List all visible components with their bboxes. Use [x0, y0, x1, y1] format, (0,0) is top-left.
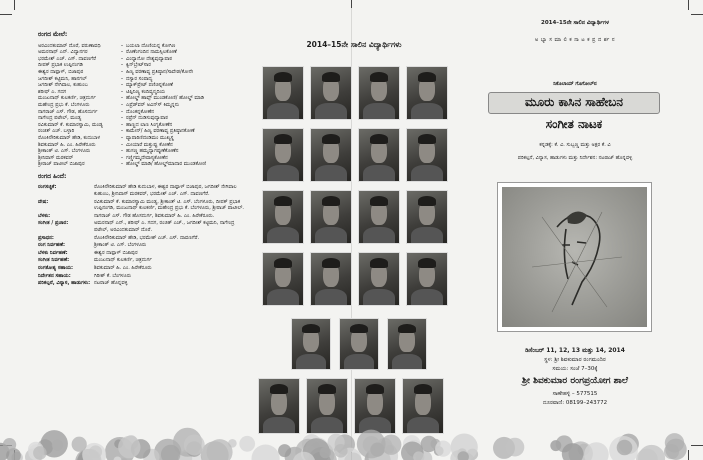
cast-role: ಹಿಣ್ಯ ವರಣಾವ್ಯ ಪ್ರತಿಷ್ಠಾನ/ಸಾವೇಡ/ಕೋನೇ — [126, 68, 194, 75]
cast-role: ದಸ್ಯಾರ ಸಂಪಾದ್ಯ — [126, 75, 153, 82]
dash: – — [120, 134, 124, 141]
bubble — [33, 446, 47, 460]
cast-role: ಬಯಲಾ ದೊಣಿಯನ್ನ ಕೋಗಿಣ — [126, 42, 176, 49]
student-photo — [358, 190, 400, 244]
crew-names: ರವಿಕುಮಾರ್ ಕೆ. ಕುಮಾರಸ್ವಾಮಿ ಮಂಡ್ಯ, ಶ್ರೀಕಾಂತ್ ಟಿ. ಎಸ್. ಬೆಂಗಳೂರು, ದೀಪಕ್ ಪ್ರಭಾಕ ಉಪ್ಪಿನಂಗಡಿ, ಮಂಜುನಾಥ್ ಕುಲಕರ್ಣಿ, ಮಹೇಂದ್ರ ಪ್ರಭು ಕೆ. ಬೆಂಗಳೂರು, ಶ್ರೀರಾಜ್ ಪಾಟೀಲ್. — [94, 198, 244, 212]
crew-row — [38, 265, 248, 272]
cast-role: ಮ್ಯಾಕ್‌ಪ್ರೇಟ್ ಪಣಿಚಿನ್ನಕೋಣೆ — [126, 82, 173, 89]
dash: – — [120, 42, 124, 49]
cast-role: ಕ್ವಿನ್‌ಬ್ರೇಟ್‌ಸಾರ — [126, 62, 151, 69]
play-title: ಮೂರು ಕಾಸಿನ ಸಾಹೇಬನ — [525, 95, 623, 109]
cast-role: ದೊಂಕನ್ನಕೋಣೆನ — [126, 108, 155, 115]
crew-names: ರೊಂಕಿನೌರಿಕುಮಾರ್ ಹೇಡಿ ಕುದುಬಾಳ, ಈಶ್ವರ ದಾಪ್ಪಾಳ್ ಬಿಜಾಪುರ, ಜಗದೀಶ್ ನೇಗಿವಾಲ ಕುಹುಂಬ, ಶ್ರೀನಿವಾಸ್ ಮರಕವರ್, ಭರಮೇಶ್ ಎಚ್. ಎಸ್. ದಾವಣಗೆರೆ. — [94, 184, 237, 198]
bubble — [665, 439, 686, 460]
cast-row — [38, 102, 248, 109]
crew-role: ಬೆಳಕು ನಿರ್ವಹಣೆ: — [38, 249, 68, 256]
students-title: 2014–15ನೇ ಸಾಲಿನ ವಿದ್ಯಾರ್ಥಿಗಳು — [306, 40, 402, 49]
cast-row — [38, 128, 248, 135]
cast-name: ಮಂಜುನಾಥ್ ಕುಲಕರ್ಣಿ, ಚಿತ್ರದುರ್ಗ — [38, 95, 96, 102]
dash: – — [120, 101, 124, 108]
crop-mark — [0, 14, 12, 15]
crew-role: ರಂಗಕೋಶ್ಯ ಸಹಾಯ: — [38, 265, 74, 271]
cast-name: ನಾಗೇಂದ್ರ ಪಟೇಲ್, ಮಂಡ್ಯ — [38, 115, 82, 122]
crew-names: ಶ್ರೀಕಾಂತ್ ಟಿ. ಎಸ್. ಬೆಂಗಳೂರು — [94, 242, 147, 249]
crew-names: ಈಶ್ವರ ದಾಪ್ಪಾಳ್ ಬಿಜಾಪುರ — [94, 249, 138, 256]
crew-names: ಅಮರನಾಥ್ ಎನ್., ಶರೀಫ್ ಎ. ಗದಗ, ರಂಜಿತ್ ಎಚ್., ಜಗದೀಶ್ ಕಟ್ಟಿಮನಿ, ನಾಗೇಂದ್ರ ಪಟೇಲ್, ಅರವಿಂದಕುಮಾರ್ ದೊರೆ. — [94, 220, 235, 234]
translator-line: ಕನ್ನಡಕ್ಕೆ: ಕೆ. ವಿ. ಸುಬ್ಬಣ್ಣ ಮತ್ತು ಅಕ್ಷರ ಕೆ. ವಿ — [539, 142, 611, 148]
crew-row — [38, 199, 248, 212]
crew-role: ಪರಿಕಲ್ಪನೆ, ವಿನ್ಯಾಸ, ಹಾಡುಗಳು: — [38, 280, 91, 287]
crew-names: ಗಿರೀಶ್ ಕೆ. ಬೆಂಗಳೂರು — [94, 272, 132, 279]
cast-name: ಜಗದೀಶ್ ನೇಗಿವಾಲ, ಕುಹುಂಬ — [38, 82, 88, 89]
cast-heading: ರಂಗದ ಮೇಲೆ: — [38, 31, 68, 38]
crew-names: ಶಿವಕುಮಾರ್ ಹಿ. ಎಂ. ಹಿರೇಕೆರೂರು — [94, 265, 152, 271]
bubble-border — [0, 420, 703, 460]
crop-mark — [691, 14, 703, 15]
student-photo — [310, 128, 352, 182]
cast-name: ರವಿಕುಮಾರ್ ಕೆ. ಕುಮಾರಸ್ವಾಮಿ, ಮಂಡ್ಯ — [38, 121, 103, 128]
bubble — [72, 437, 87, 452]
school-name: ಶ್ರೀ ಶಿವಕುಮಾರ ರಂಗಪ್ರಯೋಗ ಶಾಲೆ — [522, 376, 628, 386]
cast-role: ಹೋಲ್ಡ್ ಹಾವ್ಸ್ ಮುಂಡಕೋಣಿ/ ಹೋಲ್ಡ್ ಮಾಡಿ — [126, 95, 205, 102]
cast-name: ನಾಗರಾಜ್ ಎಸ್. ಗೌಡ, ಹೊಸದುರ್ಗ — [38, 108, 98, 115]
crew-row — [38, 257, 248, 264]
cast-row — [38, 142, 248, 149]
bubble — [334, 444, 348, 458]
cast-role: ಕಾಮೇನ್/ ಹಿಣ್ಯ ವರಣಾವ್ಯ ಪ್ರತಿಷ್ಠಾನಕೋಣೆ — [126, 128, 195, 135]
crew-role: ಸಂಗೀತ / ಪ್ರಚಾರ: — [38, 220, 69, 227]
cast-name: ಅಮರನಾಥ್ ಎನ್. ವಿದ್ಯಾನಗರ — [38, 49, 88, 56]
student-photo — [262, 252, 304, 306]
student-photo — [406, 252, 448, 306]
dash: – — [120, 108, 124, 115]
crop-mark — [14, 0, 15, 10]
dash: – — [120, 128, 124, 135]
student-photo — [406, 66, 448, 120]
dates-line: ಡಿಸೆಂಬರ್ 11, 12, 13 ಮತ್ತು 14, 2014 — [525, 347, 625, 354]
dash: – — [120, 161, 124, 168]
bubble — [184, 435, 205, 456]
bubble — [252, 445, 280, 460]
dash: – — [120, 75, 124, 82]
cast-row — [38, 89, 248, 96]
crew-role: ರಂಗ ನಿರ್ವಹಣೆ: — [38, 242, 65, 249]
student-photo — [358, 128, 400, 182]
crew-list — [38, 184, 248, 286]
crew-names: ಮಂಜುನಾಥ್ ಕುಲಕರ್ಣಿ, ಚಿತ್ರದುರ್ಗ — [94, 257, 152, 264]
cast-row — [38, 161, 248, 168]
student-photo — [310, 190, 352, 244]
cast-role: ಹುಸಣ್ಣ ಹಮ್ಮದ್ಯಾಗಪ್ಪುಣೆಕೋಣೆನ — [126, 148, 179, 155]
crew-role: ರಂಗಸಜ್ಜಿಕೆ: — [38, 184, 57, 191]
student-photo — [406, 128, 448, 182]
dash: – — [120, 82, 124, 89]
crew-names: ನಟರಾಜ್ ಹೊನ್ನವಳ್ಳಿ — [94, 280, 128, 287]
cast-row — [38, 43, 248, 50]
dash: – — [120, 62, 124, 69]
venue-line: ಸ್ಥಳ: ಶ್ರೀ ಶಿವಕುಮಾರ ರಂಗಮಂದಿರ — [544, 357, 606, 363]
cast-role: ಎಫ್ರೆಡ್‌ವರ್ ಅವಿನ್‌ಸ್ ಕಿಮ್ಮನ್ನನು — [126, 101, 180, 108]
dash: – — [120, 115, 124, 122]
cast-role: ವಿಂಧ್ಯಾನೋ ದೇಶ್ಯವುದ್ಯಾಪಾಠ — [126, 55, 173, 62]
cast-row — [38, 148, 248, 155]
crew-role: ಸಂಗೀತ ನಿರ್ವಹಣೆ: — [38, 257, 70, 264]
phone-line: ದೂರವಾಣಿ: 08199–243772 — [542, 400, 608, 406]
crew-row — [38, 213, 248, 220]
cast-name: ಶರೀಫ್ ಎ. ಗದಗ — [38, 88, 67, 95]
bubble — [118, 436, 140, 458]
dash: – — [120, 55, 124, 62]
cast-row — [38, 155, 248, 162]
cast-name: ಶ್ರೀಕಾಂತ್ ಟಿ. ಎಸ್. ಬೆಂಗಳೂರು — [38, 148, 91, 155]
bubble — [506, 438, 525, 457]
bubble — [357, 430, 386, 459]
cast-row — [38, 56, 248, 63]
crew-role: ನಿರ್ದೇಶನ ಸಹಾಯ: — [38, 272, 71, 279]
bubble — [3, 438, 16, 451]
cast-name: ಈಶ್ವರ ದಾಪ್ಪಾಳ್, ಬಿಜಾಪುರ — [38, 68, 84, 75]
student-photo — [262, 128, 304, 182]
student-photo — [262, 66, 304, 120]
cast-role: ವ್ಯಾಪಾರಿಣಿದಂಡಿಮಂ ಮುಖ್ಯಸ್ಥ — [126, 134, 174, 141]
cast-row — [38, 122, 248, 129]
bubble — [320, 447, 331, 458]
crew-role: ವೇಷ: — [38, 198, 49, 205]
cast-role: ರಫ್ರೆನ್ ದುಡಿಸುವುದ್ಯಾಪಾಠ — [126, 115, 168, 122]
dash: – — [120, 88, 124, 95]
cast-row — [38, 49, 248, 56]
crop-mark — [351, 0, 352, 8]
crew-role: ಬೆಳಕು: — [38, 212, 51, 219]
dash: – — [120, 148, 124, 155]
cast-name: ಭರಮೇಶ್ ಎಚ್. ಎಸ್. ದಾವಣಗೆರೆ — [38, 55, 96, 62]
cast-row — [38, 95, 248, 102]
cast-name: ಶ್ರೀನಿವಾಸ್ ಮರಕವರ್ — [38, 154, 74, 161]
credits-column — [38, 30, 248, 288]
student-photo — [358, 66, 400, 120]
cast-row — [38, 76, 248, 83]
crew-row — [38, 235, 248, 242]
cast-role: ಹೋಲ್ಡ್ ಮಾಡಿ/ ಹೋಲ್ಡ್‌ಮಾದಾರ ಮುಂಡಕೋಣಿ — [126, 161, 207, 168]
presents-line: ಅ ಭ್ಯಾ ಸ ಮಾ ಲಿ ಕ ನಾ ಟ ಕ ಪ್ರ ದ ರ್ಶ ನ — [534, 37, 616, 43]
cast-name: ರೊಂಕಿನೌರಿಕುಮಾರ್ ಹೇಡಿ, ಕುದುಬಾಳ — [38, 134, 101, 141]
crew-names: ರೊಂಕಿನೌರಿಕುಮಾರ್ ಹೇಡಿ, ಭರಮೇಶ್ ಎಚ್. ಎಸ್. ದಾವಣಗೆರೆ. — [94, 234, 200, 241]
crew-row — [38, 273, 248, 280]
author-line: ನಿಕೊಲಾಯ್ ಗೊಗೋಲ್‌ನ — [553, 81, 597, 87]
cast-list — [38, 43, 248, 168]
crew-names: ನಾಗರಾಜ್ ಎಸ್. ಗೌಡ ಹೊಸದುರ್ಗ, ಶಿವಕುಮಾರ್ ಹಿ. ಎಂ. ಹಿರೇಕೆರೂರು. — [94, 212, 215, 219]
crew-row — [38, 184, 248, 197]
bubble — [435, 441, 451, 457]
place-line: ಸಾಣೇಹಳ್ಳಿ – 577515 — [552, 391, 598, 397]
student-photo — [310, 66, 352, 120]
year-line: 2014–15ನೇ ಸಾಲಿನ ವಿದ್ಯಾರ್ಥಿಗಳ — [541, 20, 609, 26]
cast-row — [38, 69, 248, 76]
cast-name: ರಂಜಿತ್ ಎಚ್. ಬಳ್ಳಾರಿ — [38, 128, 75, 135]
time-line: ಸಮಯ: ಸಂಜೆ 7–30ಕ್ಕೆ — [552, 366, 598, 372]
cast-role: ರೊಣೆಂಗಂದಿನ ನಾಮಸ್ಸಿಲಕೋಣೆ — [126, 49, 177, 56]
bubble — [278, 444, 291, 457]
crew-row — [38, 242, 248, 249]
student-photo — [310, 252, 352, 306]
crew-row — [38, 250, 248, 257]
cast-name: ಮಹೇಂದ್ರ ಪ್ರಭು ಕೆ. ಬೆಂಗಳೂರು — [38, 101, 90, 108]
cast-role: ಮೀಯಾರೆ ಮತ್ತುಪ್ಪು ಕೋಣೆನ — [126, 141, 173, 148]
cast-name: ಶ್ರೀರಾಜ್ ಪಾಟೀಲ್ ಬಿಜಾಪುರ — [38, 161, 85, 168]
bubble — [617, 440, 633, 456]
student-photo — [339, 318, 379, 370]
dash: – — [120, 154, 124, 161]
cast-row — [38, 115, 248, 122]
sketch-image — [502, 187, 647, 327]
crew-row — [38, 220, 248, 233]
cast-role: ಟಿಪ್ಪಿನಿಣ್ಯ ಕಂದಿವ್ಯನ್ಮದಿಯ — [126, 88, 166, 95]
cast-row — [38, 135, 248, 142]
cast-name: ದೀಪಕ್ ಪ್ರಭಾಕ ಉಪ್ಪಿನಂಗಡಿ — [38, 62, 83, 69]
crop-mark — [688, 0, 689, 10]
dash: – — [120, 141, 124, 148]
cast-name: ಅರವಿಂದಕುಮಾರ್ ದೊರೆ, ವರುಣಾವಧಿ — [38, 42, 101, 49]
student-photo — [262, 190, 304, 244]
dash: – — [120, 68, 124, 75]
crew-heading: ರಂಗದ ಹಿಂದೆ: — [38, 172, 67, 180]
student-photo — [387, 318, 427, 370]
bubble — [52, 440, 63, 451]
dash: – — [120, 95, 124, 102]
dash: – — [120, 49, 124, 56]
cast-row — [38, 109, 248, 116]
crew-row — [38, 280, 248, 287]
director-line: ಪರಿಕಲ್ಪನೆ, ವಿನ್ಯಾಸ, ಹಾಡುಗಳು ಮತ್ತು ನಿರ್ದೇಶನ: ನಟರಾಜ್ ಹೊನ್ನವಳ್ಳಿ — [517, 155, 633, 161]
dash: – — [120, 121, 124, 128]
cast-name: ಶಿವಕುಮಾರ್ ಹಿ. ಎಂ. ಹಿರೇಕೆರೂರು — [38, 141, 96, 148]
student-photo — [406, 190, 448, 244]
student-photo — [291, 318, 331, 370]
bubble — [239, 436, 255, 452]
student-photo — [358, 252, 400, 306]
cast-role: ಗಣ್ಣಿಗಮ್ಮದೇವಾಸ್ಯಕೋಣೆನ — [126, 154, 168, 161]
cast-row — [38, 82, 248, 89]
cast-role: ಹಾಣ್ಣದ ಲಾಣ ಸಿಂಗ್ಯಕೋಣೆನ — [126, 121, 173, 128]
play-subtitle: ಸಂಗೀತ ನಾಟಕ — [545, 117, 603, 131]
cast-name: ಜಗದೀಶ್ ಕಟ್ಟಿಮನಿ, ಹಾನಗಲ್ — [38, 75, 87, 82]
cast-row — [38, 62, 248, 69]
crew-role: ಪ್ರಸಾಧನ: — [38, 234, 54, 241]
poster-artwork — [497, 182, 652, 332]
